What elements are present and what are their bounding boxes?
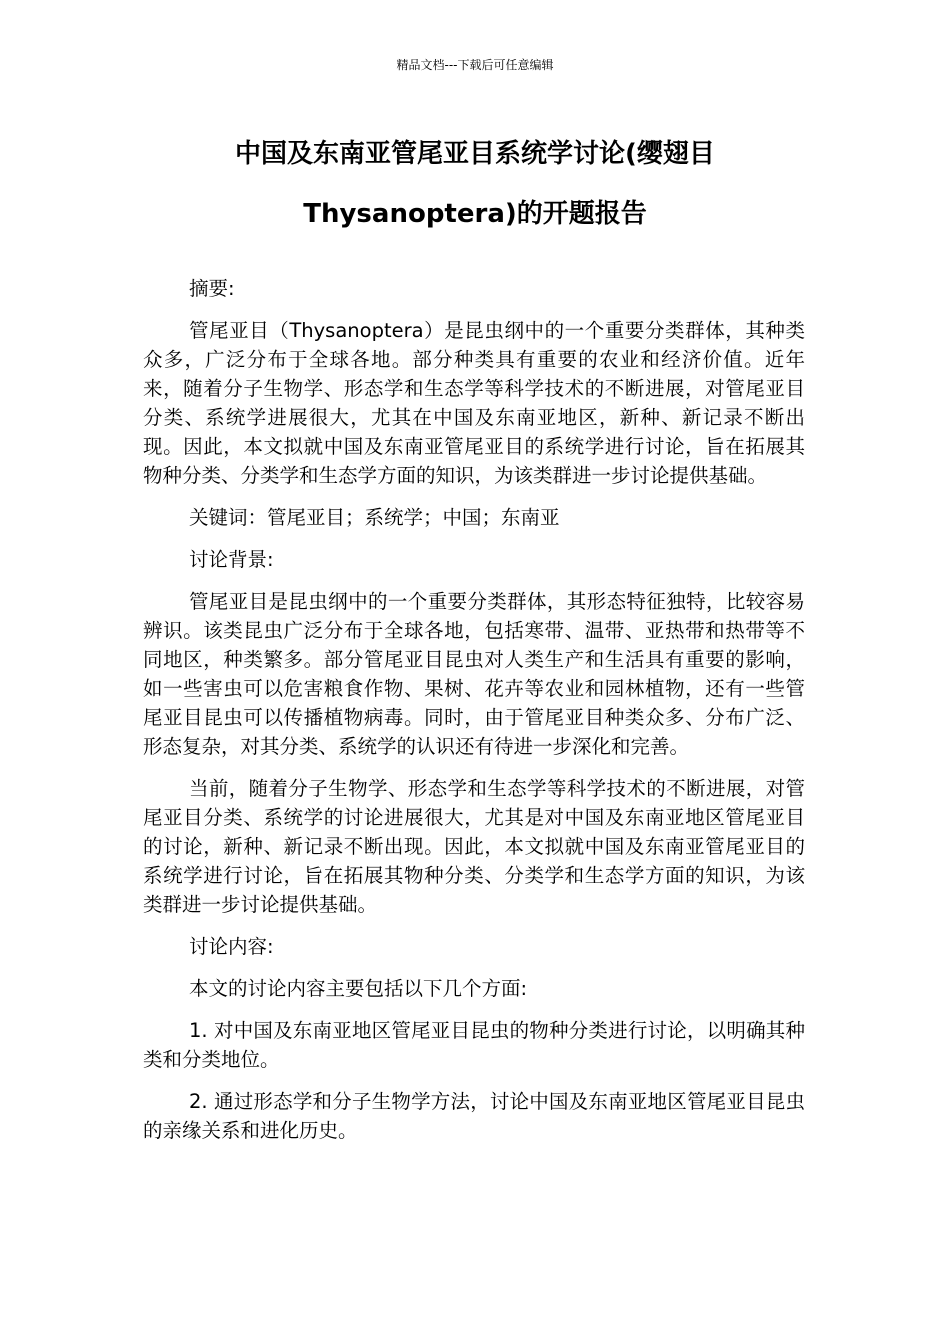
abstract-paragraph: 管尾亚目（Thysanoptera）是昆虫纲中的一个重要分类群体，其种类众多，广泛分布于全球各地。部分种类具有重要的农业和经济价值。近年来，随着分子生物学、形态学和生态学等科学技术的不断进展，对管尾亚目分类、系统学进展很大，尤其在中国及东南亚地区，新种、新记录不断出现。因此，本文拟就中国及东南亚管尾亚目的系统学进行讨论，旨在拓展其物种分类、分类学和生态学方面的知识，为该类群进一步讨论提供基础。	[143, 319, 805, 487]
document-title-line-1: 中国及东南亚管尾亚目系统学讨论(缨翅目	[235, 139, 715, 169]
document-title-line-2: Thysanoptera)的开题报告	[303, 199, 647, 229]
content-label: 讨论内容:	[189, 935, 274, 958]
background-paragraph-1: 管尾亚目是昆虫纲中的一个重要分类群体，其形态特征独特，比较容易辨识。该类昆虫广泛分布于全球各地，包括寒带、温带、亚热带和热带等不同地区，种类繁多。部分管尾亚目昆虫对人类生产和生活具有重要的影响，如一些害虫可以危害粮食作物、果树、花卉等农业和园林植物，还有一些管尾亚目昆虫可以传播植物病毒。同时，由于管尾亚目种类众多、分布广泛、形态复杂，对其分类、系统学的认识还有待进一步深化和完善。	[143, 590, 805, 758]
content-item-2: 2. 通过形态学和分子生物学方法，讨论中国及东南亚地区管尾亚目昆虫的亲缘关系和进化历史。	[143, 1090, 805, 1142]
content-intro: 本文的讨论内容主要包括以下几个方面:	[189, 977, 528, 1000]
background-paragraph-2: 当前，随着分子生物学、形态学和生态学等科学技术的不断进展，对管尾亚目分类、系统学的讨论进展很大，尤其是对中国及东南亚地区管尾亚目的讨论，新种、新记录不断出现。因此，本文拟就中国及东南亚管尾亚目的系统学进行讨论，旨在拓展其物种分类、分类学和生态学方面的知识，为该类群进一步讨论提供基础。	[143, 777, 805, 916]
content-item-1: 1. 对中国及东南亚地区管尾亚目昆虫的物种分类进行讨论，以明确其种类和分类地位。	[143, 1019, 805, 1071]
keywords-line: 关键词：管尾亚目；系统学；中国；东南亚	[189, 506, 560, 529]
background-label: 讨论背景:	[189, 548, 274, 571]
page-header-note: 精品文档---下载后可任意编辑	[396, 58, 554, 72]
abstract-label: 摘要:	[189, 277, 235, 300]
document-body	[143, 274, 805, 1158]
